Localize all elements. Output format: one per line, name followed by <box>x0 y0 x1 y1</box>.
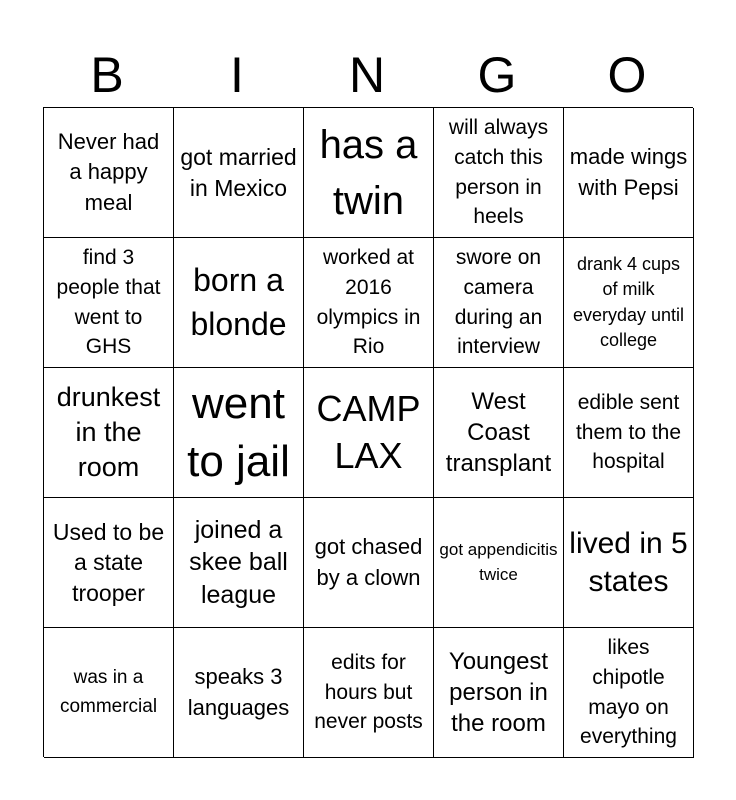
cell-text: drank 4 cups of milk everyday until college <box>572 254 685 350</box>
bingo-cell[interactable] <box>434 368 564 498</box>
header-letter-n: N <box>348 47 388 103</box>
cell-text: born a blonde <box>190 262 287 342</box>
bingo-header <box>43 44 693 106</box>
bingo-grid <box>43 107 693 757</box>
cell-text: got appendicitis twice <box>439 539 558 584</box>
bingo-cell[interactable] <box>564 238 694 368</box>
bingo-cell[interactable] <box>564 628 694 758</box>
cell-text: Youngest person in the room <box>448 647 549 738</box>
cell-text: will always catch this person in heels <box>448 115 549 229</box>
bingo-cell[interactable] <box>304 628 434 758</box>
cell-text: likes chipotle mayo on everything <box>580 635 677 749</box>
cell-text: worked at 2016 olympics in Rio <box>316 245 421 359</box>
bingo-cell[interactable] <box>44 628 174 758</box>
bingo-cell[interactable] <box>304 108 434 238</box>
cell-text: West Coast transplant <box>445 387 552 478</box>
cell-text: joined a skee ball league <box>189 515 288 609</box>
bingo-cell[interactable] <box>434 108 564 238</box>
bingo-cell[interactable] <box>434 238 564 368</box>
header-letter-o: O <box>607 47 649 103</box>
cell-text: speaks 3 languages <box>187 664 290 720</box>
bingo-cell[interactable] <box>174 498 304 628</box>
cell-text: was in a commercial <box>59 667 158 717</box>
cell-text: swore on camera during an interview <box>454 245 543 359</box>
cell-text: lived in 5 states <box>569 527 688 598</box>
bingo-cell[interactable] <box>564 498 694 628</box>
cell-text: drunkest in the room <box>56 381 161 483</box>
bingo-cell[interactable] <box>174 108 304 238</box>
cell-text: edible sent them to the hospital <box>575 390 682 474</box>
bingo-cell[interactable] <box>304 368 434 498</box>
bingo-cell[interactable] <box>434 628 564 758</box>
bingo-cell[interactable] <box>174 628 304 758</box>
bingo-cell[interactable] <box>564 108 694 238</box>
header-letter-i: I <box>230 47 246 103</box>
bingo-cell[interactable] <box>44 498 174 628</box>
cell-text: CAMP LAX <box>316 387 421 476</box>
cell-text: got married in Mexico <box>180 144 297 201</box>
cell-text: edits for hours but never posts <box>314 650 423 734</box>
bingo-cell[interactable] <box>564 368 694 498</box>
bingo-cell[interactable] <box>304 238 434 368</box>
bingo-cell[interactable] <box>174 238 304 368</box>
bingo-cell[interactable] <box>434 498 564 628</box>
bingo-cell[interactable] <box>44 108 174 238</box>
cell-text: got chased by a clown <box>314 534 423 590</box>
header-letter-g: G <box>477 47 519 103</box>
bingo-cell[interactable] <box>44 238 174 368</box>
cell-text: Never had a happy meal <box>57 128 160 215</box>
bingo-cell[interactable] <box>174 368 304 498</box>
cell-text: went to jail <box>187 379 290 486</box>
bingo-cell[interactable] <box>44 368 174 498</box>
header-letter-b: B <box>90 47 126 103</box>
cell-text: made wings with Pepsi <box>569 144 688 200</box>
cell-text: find 3 people that went to GHS <box>56 245 161 359</box>
cell-text: Used to be a state trooper <box>52 518 165 606</box>
cell-text: has a twin <box>319 122 418 223</box>
bingo-cell[interactable] <box>304 498 434 628</box>
